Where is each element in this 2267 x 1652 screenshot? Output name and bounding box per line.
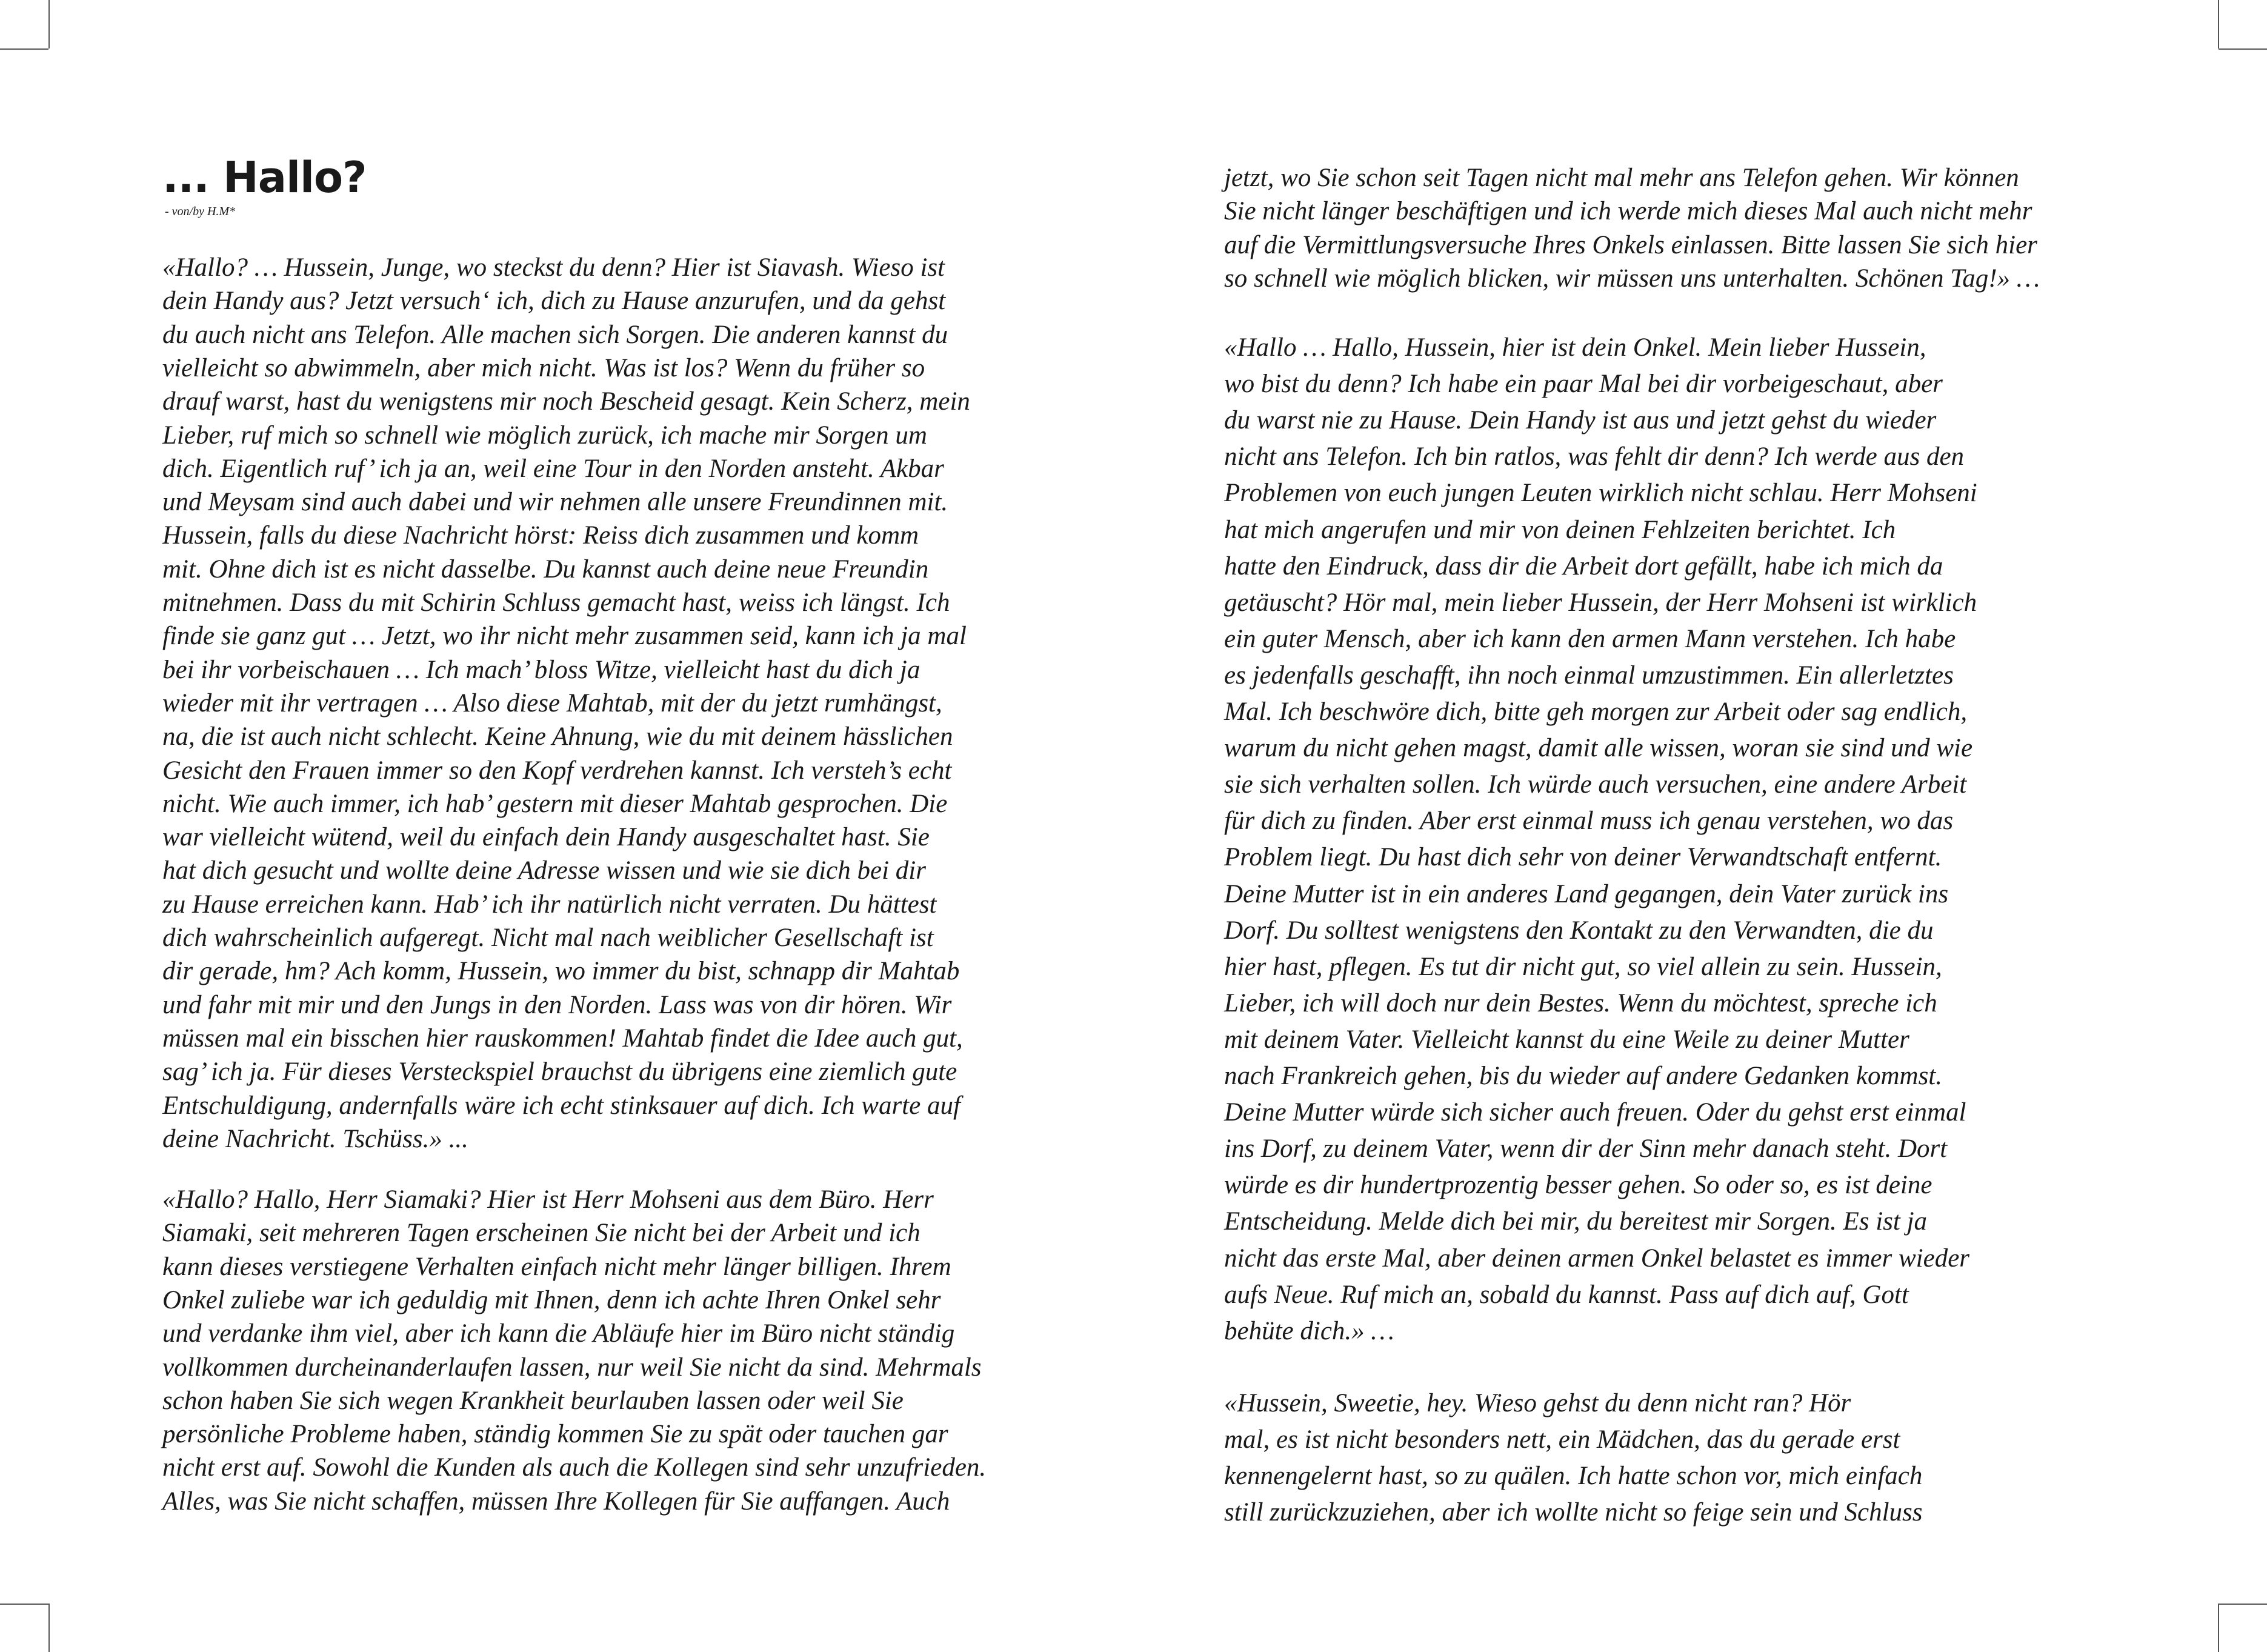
text-line: Mal. Ich beschwöre dich, bitte geh morgen zur Arbeit oder sag endlich, <box>1224 698 1968 726</box>
text-line: warum du nicht gehen magst, damit alle wissen, woran sie sind und wie <box>1224 734 1973 763</box>
text-line: mal, es ist nicht besonders nett, ein Mädchen, das du gerade erst <box>1224 1425 1900 1454</box>
text-line: finde sie ganz gut … Jetzt, wo ihr nicht mehr zusammen seid, kann ich ja mal <box>162 622 967 651</box>
text-line: würde es dir hundertprozentig besser gehen. So oder so, es ist deine <box>1224 1171 1932 1200</box>
text-line: Alles, was Sie nicht schaffen, müssen Ihre Kollegen für Sie auffangen. Auch <box>162 1487 950 1516</box>
text-line: ins Dorf, zu deinem Vater, wenn dir der Sinn mehr danach steht. Dort <box>1224 1134 1948 1164</box>
text-line: und fahr mit mir und den Jungs in den Norden. Lass was von dir hören. Wir <box>162 990 952 1019</box>
text-line: deine Nachricht. Tschüss.» ... <box>162 1124 468 1153</box>
text-line: behüte dich.» … <box>1224 1316 1394 1345</box>
text-line: hier hast, pflegen. Es tut dir nicht gut, so viel allein zu sein. Hussein, <box>1224 952 1942 981</box>
text-line: Hussein, falls du diese Nachricht hörst: Reiss dich zusammen und komm <box>162 521 919 550</box>
text-line: mitnehmen. Dass du mit Schirin Schluss gemacht hast, weiss ich längst. Ich <box>162 588 950 617</box>
crop-mark-bottom-left-vertical <box>48 1604 50 1652</box>
text-line: Dorf. Du solltest wenigstens den Kontakt zu den Verwandten, die du <box>1224 916 1934 945</box>
text-line: «Hussein, Sweetie, hey. Wieso gehst du denn nicht ran? Hör <box>1224 1389 1851 1417</box>
text-line: und verdanke ihm viel, aber ich kann die Abläufe hier im Büro nicht ständig <box>162 1319 955 1348</box>
crop-mark-top-right-horizontal <box>2219 48 2267 50</box>
text-line: dir gerade, hm? Ach komm, Hussein, wo immer du bist, schnapp dir Mahtab <box>162 957 960 986</box>
text-line: hat dich gesucht und wollte deine Adresse wissen und wie sie dich bei dir <box>162 856 926 885</box>
text-line: nicht. Wie auch immer, ich hab’ gestern mit dieser Mahtab gesprochen. Die <box>162 789 948 818</box>
text-line: schon haben Sie sich wegen Krankheit beurlauben lassen oder weil Sie <box>162 1386 904 1415</box>
text-line: «Hallo? … Hussein, Junge, wo steckst du denn? Hier ist Siavash. Wieso ist <box>162 253 945 282</box>
text-line: na, die ist auch nicht schlecht. Keine Ahnung, wie du mit deinem hässlichen <box>162 722 953 751</box>
text-line: vielleicht so abwimmeln, aber mich nicht. Was ist los? Wenn du früher so <box>162 353 925 382</box>
text-line: für dich zu finden. Aber erst einmal muss ich genau verstehen, wo das <box>1224 807 1954 836</box>
text-line: so schnell wie möglich blicken, wir müssen uns unterhalten. Schönen Tag!» … <box>1224 264 2040 293</box>
text-line: Onkel zuliebe war ich geduldig mit Ihnen, denn ich achte Ihren Onkel sehr <box>162 1285 941 1314</box>
text-line: hatte den Eindruck, dass dir die Arbeit dort gefällt, habe ich mich da <box>1224 551 1943 581</box>
text-line: war vielleicht wütend, weil du einfach dein Handy ausgeschaltet hast. Sie <box>162 823 930 852</box>
text-line: nicht das erste Mal, aber deinen armen Onkel belastet es immer wieder <box>1224 1244 1970 1273</box>
text-line: «Hallo … Hallo, Hussein, hier ist dein Onkel. Mein lieber Hussein, <box>1224 333 1926 362</box>
crop-mark-top-left-vertical <box>48 0 50 48</box>
text-line: nicht erst auf. Sowohl die Kunden als auch die Kollegen sind sehr unzufrieden. <box>162 1453 987 1482</box>
article-byline: - von/by H.M* <box>165 205 236 218</box>
text-line: bei ihr vorbeischauen … Ich mach’ bloss Witze, vielleicht hast du dich ja <box>162 655 920 684</box>
text-line: Entscheidung. Melde dich bei mir, du bereitest mir Sorgen. Es ist ja <box>1224 1207 1928 1236</box>
text-line: jetzt, wo Sie schon seit Tagen nicht mal mehr ans Telefon gehen. Wir können <box>1224 164 2019 192</box>
crop-mark-top-left-horizontal <box>0 48 48 50</box>
text-line: still zurückzuziehen, aber ich wollte nicht so feige sein und Schluss <box>1224 1498 1923 1527</box>
article-title: ... Hallo? <box>162 153 367 202</box>
text-line: müssen mal ein bisschen hier rauskommen! Mahtab findet die Idee auch gut, <box>162 1024 963 1053</box>
text-line: nach Frankreich gehen, bis du wieder auf andere Gedanken kommst. <box>1224 1062 1942 1090</box>
text-line: und Meysam sind auch dabei und wir nehmen alle unsere Freundinnen mit. <box>162 488 948 517</box>
text-line: ein guter Mensch, aber ich kann den armen Mann verstehen. Ich habe <box>1224 624 1956 653</box>
text-line: wieder mit ihr vertragen … Also diese Mahtab, mit der du jetzt rumhängst, <box>162 688 942 718</box>
text-line: Deine Mutter ist in ein anderes Land gegangen, dein Vater zurück ins <box>1224 879 1949 908</box>
text-line: sie sich verhalten sollen. Ich würde auch versuchen, eine andere Arbeit <box>1224 770 1967 799</box>
text-line: Sie nicht länger beschäftigen und ich werde mich dieses Mal auch nicht mehr <box>1224 197 2032 226</box>
text-line: mit. Ohne dich ist es nicht dasselbe. Du kannst auch deine neue Freundin <box>162 555 929 584</box>
text-line: hat mich angerufen und mir von deinen Fehlzeiten berichtet. Ich <box>1224 515 1896 544</box>
text-line: es jedenfalls geschafft, ihn noch einmal umzustimmen. Ein allerletztes <box>1224 661 1954 690</box>
text-line: du auch nicht ans Telefon. Alle machen sich Sorgen. Die anderen kannst du <box>162 320 948 349</box>
crop-mark-bottom-right-horizontal <box>2219 1604 2267 1605</box>
text-line: Problemen von euch jungen Leuten wirklich nicht schlau. Herr Mohseni <box>1224 479 1977 508</box>
text-line: mit deinem Vater. Vielleicht kannst du eine Weile zu deiner Mutter <box>1224 1025 1909 1054</box>
text-line: vollkommen durcheinanderlaufen lassen, nur weil Sie nicht da sind. Mehrmals <box>162 1353 982 1382</box>
text-line: nicht ans Telefon. Ich bin ratlos, was fehlt dir denn? Ich werde aus den <box>1224 442 1965 471</box>
text-line: Lieber, ruf mich so schnell wie möglich zurück, ich mache mir Sorgen um <box>162 421 927 450</box>
text-line: du warst nie zu Hause. Dein Handy ist aus und jetzt gehst du wieder <box>1224 406 1937 435</box>
crop-mark-bottom-left-horizontal <box>0 1604 48 1605</box>
text-line: persönliche Probleme haben, ständig kommen Sie zu spät oder tauchen gar <box>162 1420 948 1449</box>
text-line: Problem liegt. Du hast dich sehr von deiner Verwandtschaft entfernt. <box>1224 843 1942 872</box>
text-line: aufs Neue. Ruf mich an, sobald du kannst. Pass auf dich auf, Gott <box>1224 1280 1909 1309</box>
text-line: Siamaki, seit mehreren Tagen erscheinen Sie nicht bei der Arbeit und ich <box>162 1219 920 1248</box>
crop-mark-bottom-right-vertical <box>2218 1604 2219 1652</box>
crop-mark-top-right-vertical <box>2218 0 2219 48</box>
text-line: Gesicht den Frauen immer so den Kopf verdrehen kannst. Ich versteh’s echt <box>162 756 952 785</box>
text-line: dein Handy aus? Jetzt versuch‘ ich, dich zu Hause anzurufen, und da gehst <box>162 287 946 316</box>
text-line: dich. Eigentlich ruf’ ich ja an, weil eine Tour in den Norden ansteht. Akbar <box>162 454 944 483</box>
text-line: kennengelernt hast, so zu quälen. Ich hatte schon vor, mich einfach <box>1224 1462 1923 1491</box>
text-line: Lieber, ich will doch nur dein Bestes. Wenn du möchtest, spreche ich <box>1224 988 1937 1018</box>
text-line: drauf warst, hast du wenigstens mir noch Bescheid gesagt. Kein Scherz, mein <box>162 387 970 416</box>
text-line: Deine Mutter würde sich sicher auch freuen. Oder du gehst erst einmal <box>1224 1098 1966 1127</box>
text-line: Entschuldigung, andernfalls wäre ich echt stinksauer auf dich. Ich warte auf <box>162 1091 960 1120</box>
text-line: auf die Vermittlungsversuche Ihres Onkels einlassen. Bitte lassen Sie sich hier <box>1224 230 2037 259</box>
text-line: sag’ ich ja. Für dieses Versteckspiel brauchst du übrigens eine ziemlich gute <box>162 1057 957 1087</box>
text-line: «Hallo? Hallo, Herr Siamaki? Hier ist Herr Mohseni aus dem Büro. Herr <box>162 1185 934 1214</box>
text-line: getäuscht? Hör mal, mein lieber Hussein, der Herr Mohseni ist wirklich <box>1224 588 1977 617</box>
text-line: kann dieses verstiegene Verhalten einfach nicht mehr länger billigen. Ihrem <box>162 1252 951 1281</box>
text-line: zu Hause erreichen kann. Hab’ ich ihr natürlich nicht verraten. Du hättest <box>162 890 937 919</box>
text-line: dich wahrscheinlich aufgeregt. Nicht mal nach weiblicher Gesellschaft ist <box>162 924 934 952</box>
text-line: wo bist du denn? Ich habe ein paar Mal bei dir vorbeigeschaut, aber <box>1224 370 1943 399</box>
